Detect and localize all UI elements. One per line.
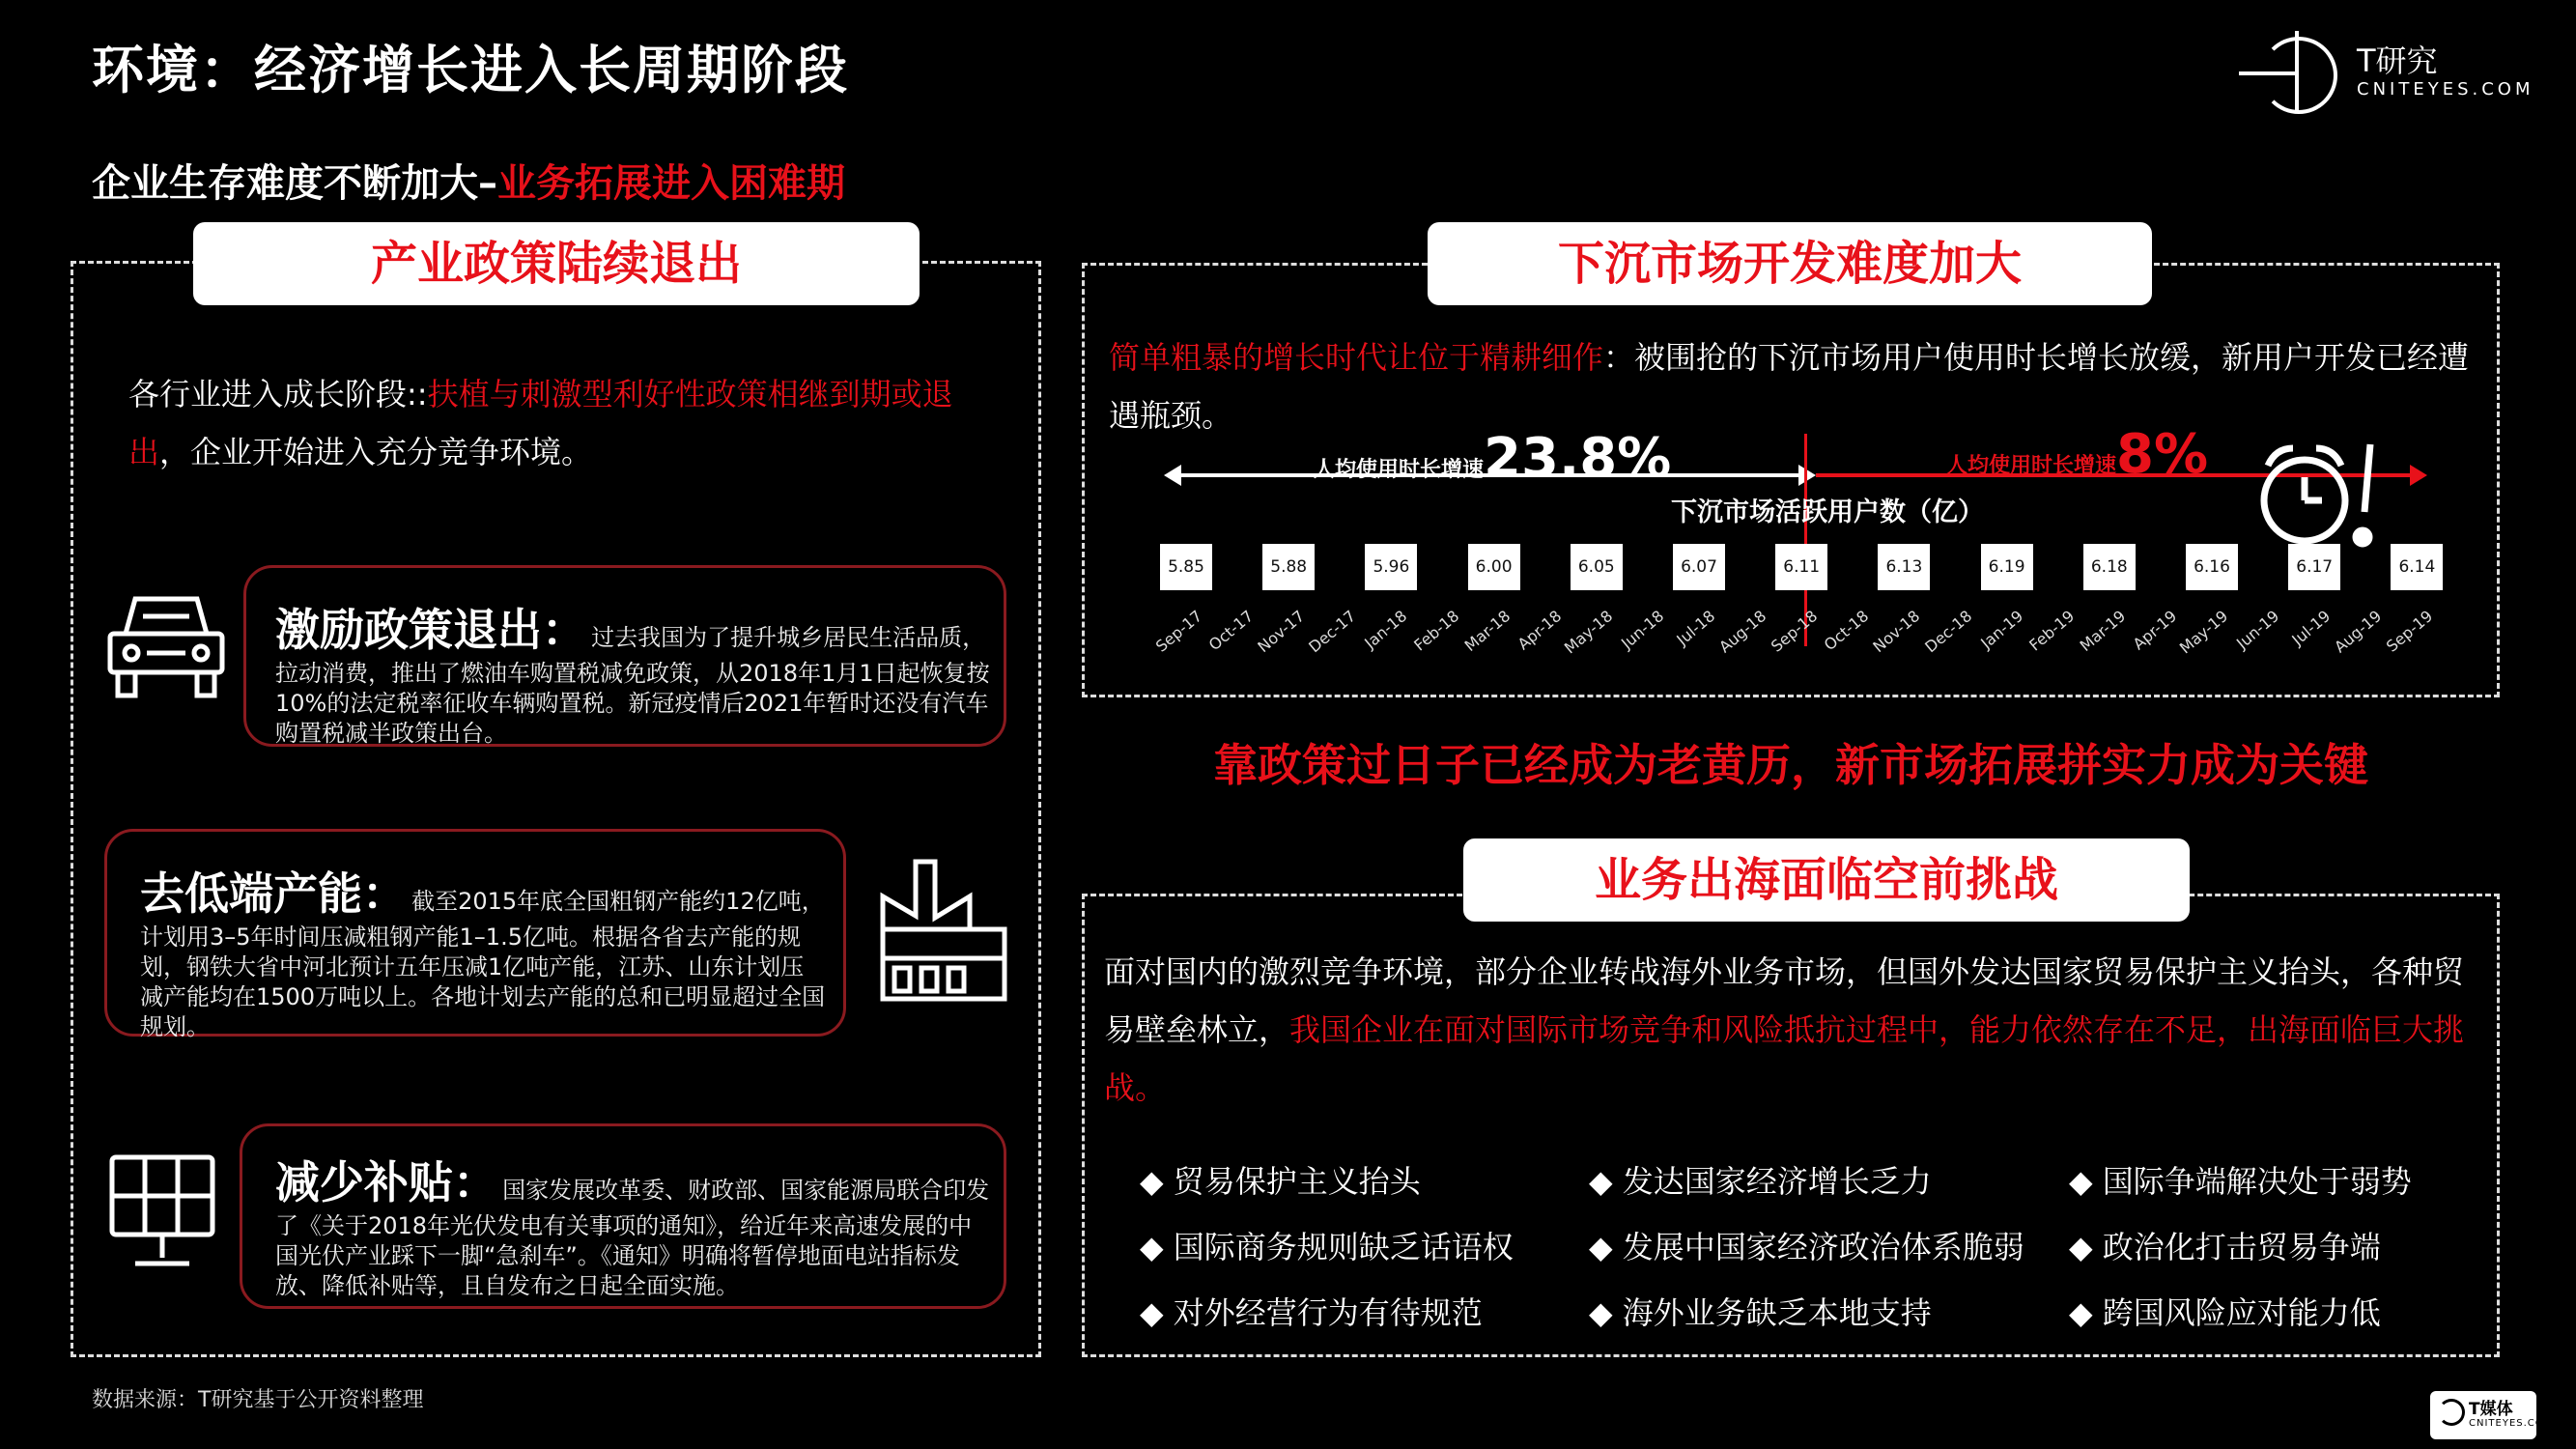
bullet-item: ◆ 发达国家经济增长乏力 [1589, 1163, 1932, 1200]
chart-value-box: 5.88 [1262, 544, 1315, 590]
chart-month-label: Jun-18 [1617, 607, 1668, 653]
chart-month-label: Sep-18 [1768, 607, 1822, 656]
chart-month-label: Jun-19 [2232, 607, 2283, 653]
left-intro-red: 扶植与刺激型利好性政策相继到期或退出 [128, 376, 953, 470]
bullet-item: ◆ 跨国风险应对能力低 [2069, 1294, 2381, 1331]
chart-value-box: 6.18 [2083, 544, 2136, 590]
chart-month-label: May-18 [1560, 607, 1617, 658]
growth1-arrow-left-head [1164, 465, 1181, 486]
chart-month-label: Jan-18 [1361, 607, 1411, 653]
chart-month-label: Oct-17 [1204, 607, 1258, 655]
chart-value-box: 6.11 [1775, 544, 1827, 590]
footer-logo-icon [2438, 1399, 2465, 1426]
left-intro [128, 365, 998, 481]
chart-value-box: 6.13 [1878, 544, 1930, 590]
car-icon [104, 587, 228, 709]
brand-name: T研究 [2357, 43, 2438, 79]
card-incentive-heading: 激励政策退出： [275, 604, 586, 656]
bullet-text: 国际商务规则缺乏话语权 [1173, 1229, 1514, 1265]
card-capacity [104, 829, 846, 1040]
chart-value-box: 6.05 [1571, 544, 1623, 590]
growth1-label: 人均使用时长增速 [1314, 458, 1485, 482]
chart-value-box: 6.17 [2288, 544, 2340, 590]
middle-statement: 靠政策过日子已经成为老黄历，新市场拓展拼实力成为关键 [1213, 739, 2368, 791]
bullet-text: 对外经营行为有待规范 [1173, 1294, 1483, 1331]
subtitle-red: 业务拓展进入困难期 [497, 161, 845, 206]
card-incentive-text [275, 595, 990, 749]
chart-month-label: Jul-19 [2288, 607, 2335, 649]
card-incentive [243, 565, 1006, 747]
chart-value-box: 6.00 [1468, 544, 1520, 590]
solar-panel-icon [106, 1151, 218, 1281]
growth1-value: 23.8% [1484, 427, 1672, 490]
chart-value-box: 6.16 [2186, 544, 2238, 590]
bullet-item: ◆ 国际商务规则缺乏话语权 [1140, 1229, 1514, 1265]
growth2-value: 8% [2116, 423, 2209, 486]
chart-month-label: Sep-17 [1151, 607, 1206, 656]
chart-month-label: Feb-18 [1409, 607, 1462, 655]
card-incentive-body: 过去我国为了提升城乡居民生活品质，拉动消费，推出了燃油车购置税减免政策，从2018年1月1日起恢复按10%的法定税率征收车辆购置税。新冠疫情后2021年暂时还没有汽车购置税减半政策出台。 [275, 624, 990, 747]
growth1-label-group [1314, 427, 1671, 490]
card-capacity-heading: 去低端产能： [140, 867, 407, 920]
chart-month-label: Nov-18 [1869, 607, 1924, 657]
subtitle-white: 企业生存难度不断加大– [92, 161, 497, 206]
chart-month-label: Jan-19 [1976, 607, 2026, 653]
chart-month-label: Nov-17 [1254, 607, 1309, 657]
chart-month-label: Oct-18 [1821, 607, 1873, 655]
right-top-text-red: 简单粗暴的增长时代让位于精耕细作 [1109, 339, 1604, 376]
bullet-item: ◆ 对外经营行为有待规范 [1140, 1294, 1483, 1331]
card-subsidy-body: 国家发展改革委、财政部、国家能源局联合印发了《关于2018年光伏发电有关事项的通知》，给近年来高速发展的中国光伏产业踩下一脚“急刹车”。《通知》明确将暂停地面电站指标发放、降低补贴等，且自发布之日起全面实施。 [275, 1177, 990, 1299]
chart-month-label: Dec-18 [1920, 607, 1975, 657]
page-title: 环境：经济增长进入长周期阶段 [92, 40, 849, 100]
chart-value-box: 6.14 [2391, 544, 2443, 590]
footer-logo [2430, 1391, 2554, 1439]
bullet-text: 政治化打击贸易争端 [2102, 1229, 2381, 1265]
chart-month-label: Aug-18 [1715, 607, 1770, 657]
bullet-item: ◆ 国际争端解决处于弱势 [2069, 1163, 2412, 1200]
right-bottom-pill: 业务出海面临空前挑战 [1463, 838, 2190, 922]
page-subtitle [92, 153, 845, 208]
left-intro-plain2: ，企业开始进入充分竞争环境。 [159, 434, 593, 470]
right-bottom-text-red: 我国企业在面对国际市场竞争和风险抵抗过程中，能力依然存在不足，出海面临巨大挑战。 [1104, 1011, 2465, 1106]
footer-logo-name: T媒体 [2469, 1400, 2513, 1419]
brand-line-v [2295, 31, 2299, 112]
bullet-item: ◆ 贸易保护主义抬头 [1140, 1163, 1421, 1200]
bullet-text: 发展中国家经济政治体系脆弱 [1622, 1229, 2024, 1265]
data-source: 数据来源：T研究基于公开资料整理 [92, 1388, 424, 1412]
card-capacity-text [140, 859, 826, 1042]
chart-month-label: Jul-18 [1673, 607, 1719, 649]
bullet-item: ◆ 海外业务缺乏本地支持 [1589, 1294, 1932, 1331]
left-panel-pill: 产业政策陆续退出 [193, 222, 920, 305]
chart-month-label: Dec-17 [1305, 607, 1360, 657]
factory-icon [877, 858, 1010, 1009]
chart-value-box: 5.96 [1365, 544, 1417, 590]
bullet-text: 国际争端解决处于弱势 [2102, 1163, 2412, 1200]
bullet-item: ◆ 政治化打击贸易争端 [2069, 1229, 2381, 1265]
card-subsidy [240, 1123, 1006, 1309]
brand-line-h [2239, 71, 2295, 75]
right-top-pill: 下沉市场开发难度加大 [1428, 222, 2152, 305]
left-intro-plain1: 各行业进入成长阶段:: [128, 376, 428, 412]
chart-month-label: May-19 [2175, 607, 2232, 658]
bullet-text: 发达国家经济增长乏力 [1622, 1163, 1932, 1200]
bullet-text: 跨国风险应对能力低 [2102, 1294, 2381, 1331]
chart-month-label: Mar-19 [2076, 607, 2130, 656]
bullet-text: 贸易保护主义抬头 [1173, 1163, 1421, 1200]
right-bottom-text [1104, 943, 2476, 1117]
chart-value-box: 6.07 [1673, 544, 1725, 590]
brand-logo [2260, 37, 2540, 114]
bullet-text: 海外业务缺乏本地支持 [1622, 1294, 1932, 1331]
right-top-text-plain: ：被围抢的下沉市场用户使用时长增长放缓，新用户开发已经遭遇瓶颈。 [1109, 339, 2470, 434]
chart-title: 下沉市场活跃用户数（亿） [1671, 497, 1984, 527]
bullet-item: ◆ 发展中国家经济政治体系脆弱 [1589, 1229, 2024, 1265]
card-capacity-body: 截至2015年底全国粗钢产能约12亿吨，计划用3–5年时间压减粗钢产能1–1.5亿吨。根据各省去产能的规划，钢铁大省中河北预计五年压减1亿吨产能，江苏、山东计划压减产能均在1500万吨以上。各地计划去产能的总和已明显超过全国规划。 [140, 888, 826, 1040]
right-bottom-text-plain: 面对国内的激烈竞争环境，部分企业转战海外业务市场，但国外发达国家贸易保护主义抬头，各种贸易壁垒林立， [1104, 953, 2465, 1048]
brand-url: CNITEYES.COM [2357, 79, 2534, 99]
growth2-arrow-head [2410, 465, 2427, 486]
card-subsidy-text [275, 1148, 990, 1301]
chart-month-label: Aug-19 [2331, 607, 2386, 657]
growth2-label: 人均使用时长增速 [1946, 454, 2117, 478]
chart-month-label: Feb-19 [2024, 607, 2078, 655]
footer-logo-url: CNITEYES.COM [2469, 1418, 2554, 1429]
card-subsidy-heading: 减少补贴： [275, 1156, 497, 1208]
chart-month-label: Sep-19 [2383, 607, 2437, 656]
growth1-arrow-right-head [1798, 465, 1816, 486]
chart-value-box: 5.85 [1160, 544, 1212, 590]
chart-value-box: 6.19 [1981, 544, 2033, 590]
chart-month-label: Apr-18 [1514, 607, 1565, 654]
chart-month-label: Mar-18 [1460, 607, 1514, 656]
chart-month-label: Apr-19 [2129, 607, 2181, 654]
brand-circle-icon [2260, 37, 2337, 114]
growth2-label-group [1946, 423, 2208, 486]
